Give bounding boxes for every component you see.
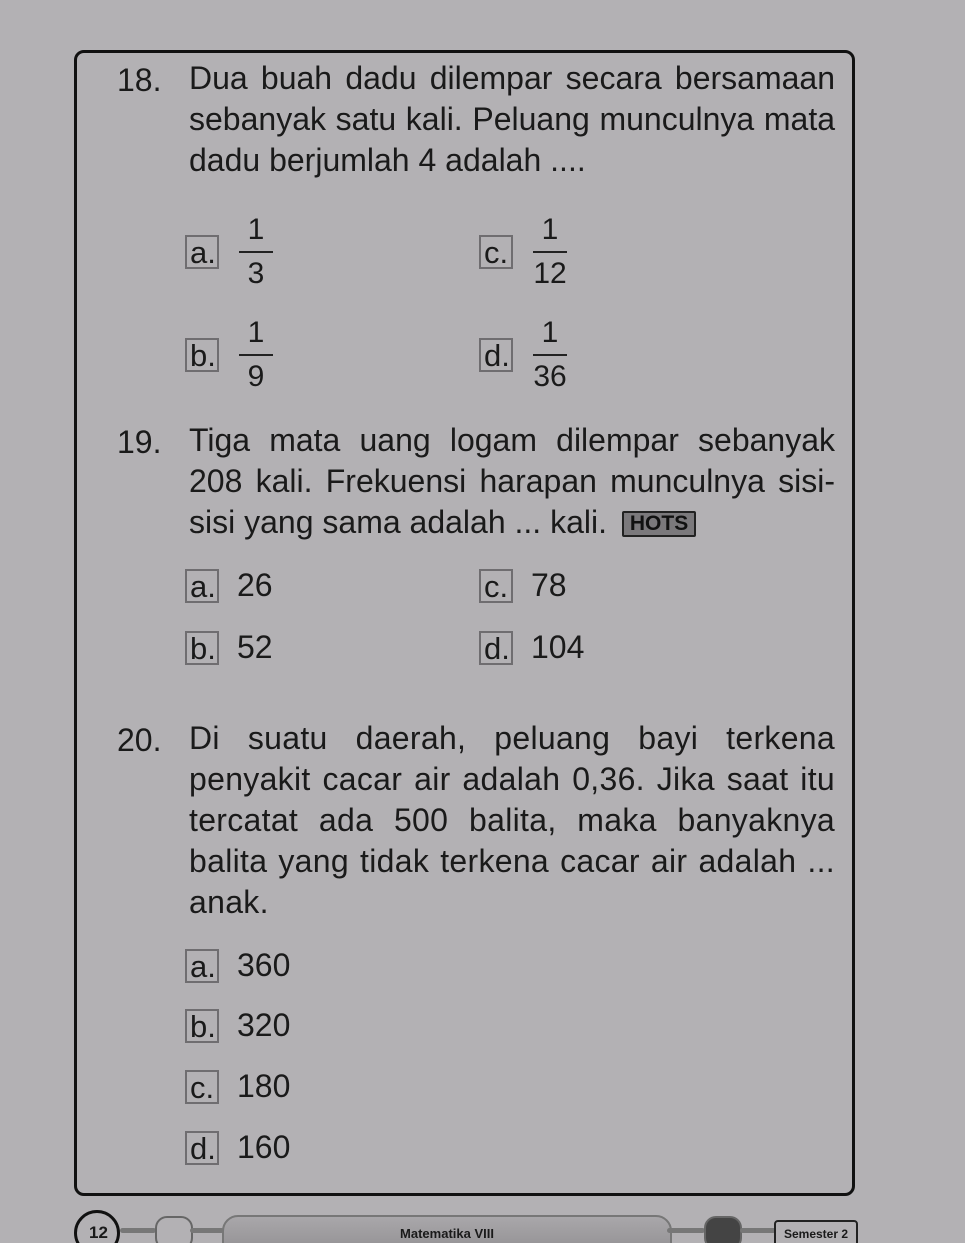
- question-number: 19.: [117, 424, 162, 460]
- option-a[interactable]: [185, 947, 290, 984]
- option-value: 160: [237, 1129, 291, 1165]
- option-a[interactable]: [185, 213, 273, 291]
- option-label: a.: [185, 569, 219, 603]
- option-label: c.: [479, 235, 513, 269]
- option-label: b.: [185, 631, 219, 665]
- option-label: d.: [479, 631, 513, 665]
- option-value: 360: [237, 947, 291, 983]
- semester-label: Semester 2: [774, 1220, 858, 1243]
- option-value: 78: [531, 567, 567, 603]
- numerator: 1: [541, 213, 559, 246]
- page-footer: [0, 1200, 965, 1243]
- fraction: [533, 213, 567, 291]
- option-value: 26: [237, 567, 273, 603]
- option-label: d.: [479, 338, 513, 372]
- option-d[interactable]: [185, 1129, 290, 1166]
- option-label: d.: [185, 1131, 219, 1165]
- question-text: Di suatu daerah, peluang bayi terkena penyakit cacar air adalah 0,36. Jika saat itu tercatat ada 500 balita, maka banyaknya balita yang tidak terkena cacar air adalah ... anak.: [189, 720, 835, 920]
- book-title: Matematika VIII: [222, 1215, 672, 1243]
- connector-decoration: [120, 1228, 156, 1233]
- option-c[interactable]: [479, 213, 567, 291]
- question-number: 18.: [117, 62, 162, 98]
- question-text: Dua buah dadu dilempar secara bersamaan sebanyak satu kali. Peluang munculnya mata dadu berjumlah 4 adalah ....: [189, 60, 835, 178]
- option-label: b.: [185, 1009, 219, 1043]
- option-value: 104: [531, 629, 585, 665]
- option-b[interactable]: [185, 316, 273, 394]
- hots-badge: HOTS: [622, 511, 696, 537]
- fraction: [533, 316, 567, 394]
- question-number: 20.: [117, 722, 162, 758]
- numerator: 1: [247, 316, 265, 349]
- connector-decoration: [190, 1228, 224, 1233]
- connector-decoration: [740, 1228, 776, 1233]
- option-c[interactable]: [185, 1068, 290, 1105]
- option-label: a.: [185, 235, 219, 269]
- denominator: 12: [533, 257, 567, 290]
- option-value: 320: [237, 1007, 291, 1043]
- numerator: 1: [247, 213, 265, 246]
- pill-decoration: [704, 1216, 742, 1243]
- option-value: 52: [237, 629, 273, 665]
- option-b[interactable]: [185, 629, 273, 666]
- option-label: a.: [185, 949, 219, 983]
- denominator: 3: [247, 257, 265, 290]
- option-d[interactable]: [479, 629, 584, 666]
- pill-decoration: [155, 1216, 193, 1243]
- option-value: 180: [237, 1068, 291, 1104]
- option-d[interactable]: [479, 316, 567, 394]
- option-b[interactable]: [185, 1007, 290, 1044]
- question-text: [189, 420, 835, 543]
- option-label: c.: [479, 569, 513, 603]
- numerator: 1: [541, 316, 559, 349]
- option-label: c.: [185, 1070, 219, 1104]
- question-body: Tiga mata uang logam dilempar sebanyak 208 kali. Frekuensi harapan munculnya sisi-sisi yang sama adalah ... kali.: [189, 422, 835, 540]
- denominator: 9: [247, 360, 265, 393]
- option-label: b.: [185, 338, 219, 372]
- option-c[interactable]: [479, 567, 567, 604]
- fraction: [239, 316, 273, 394]
- connector-decoration: [667, 1228, 705, 1233]
- option-a[interactable]: [185, 567, 273, 604]
- denominator: 36: [533, 360, 567, 393]
- page-number: 12: [74, 1210, 120, 1243]
- fraction: [239, 213, 273, 291]
